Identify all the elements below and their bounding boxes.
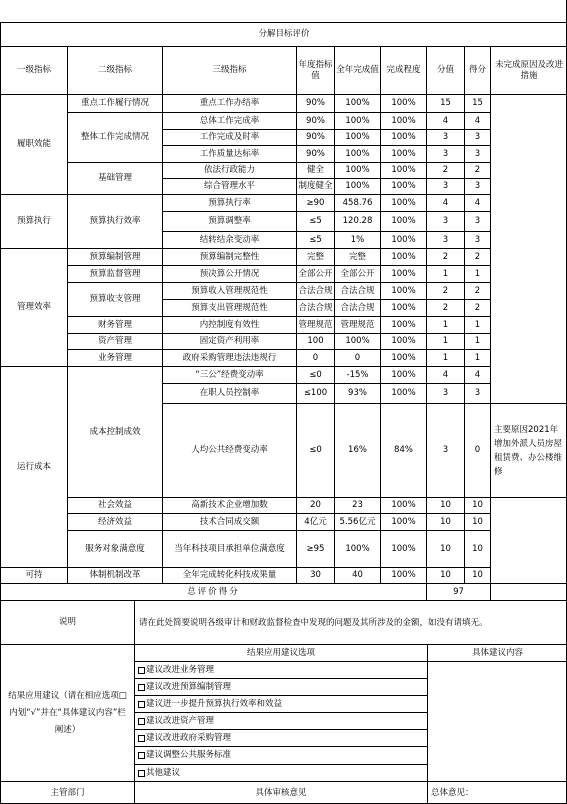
explain-label: 说明: [0, 600, 134, 644]
option-label: 其他建议: [146, 767, 181, 778]
got-value: 2: [464, 162, 490, 178]
score-value: 10: [426, 513, 464, 530]
level1-yusuan: 预算执行: [0, 194, 67, 248]
completion-rate: 100%: [380, 145, 426, 162]
score-value: 3: [426, 178, 464, 194]
indicator-name: 人均公共经费变动率: [162, 403, 296, 497]
completion-rate: 100%: [380, 178, 426, 194]
checkbox[interactable]: [138, 770, 145, 777]
score-value: 3: [426, 145, 464, 162]
indicator-name: 在职人员控制率: [162, 383, 296, 403]
target-value: 0: [296, 349, 334, 366]
completion-rate: 100%: [380, 567, 426, 583]
actual-value: -15%: [334, 366, 380, 383]
got-value: 2: [464, 282, 490, 299]
actual-value: 100%: [334, 530, 380, 567]
target-value: ≤5: [296, 211, 334, 231]
actual-value: 合法合规: [334, 299, 380, 316]
got-value: 3: [464, 211, 490, 231]
completion-rate: 100%: [380, 129, 426, 145]
got-value: 4: [464, 112, 490, 129]
header-level1: 一级指标: [0, 46, 67, 94]
score-value: 4: [426, 366, 464, 383]
target-value: 100: [296, 333, 334, 349]
level2-jichu: 基础管理: [67, 162, 162, 194]
completion-rate: 100%: [380, 94, 426, 112]
got-value: 0: [464, 403, 490, 497]
level2-zhongdian: 重点工作履行情况: [67, 94, 162, 112]
suggestion-option[interactable]: [134, 661, 427, 678]
level2-bianzhi: 预算编制管理: [67, 248, 162, 265]
completion-rate: 84%: [380, 403, 426, 497]
actual-value: 458.76: [334, 194, 380, 211]
score-value: 1: [426, 349, 464, 366]
suggestion-option[interactable]: [134, 678, 427, 695]
got-value: 1: [464, 316, 490, 333]
indicator-name: 预算收入管理规范性: [162, 282, 296, 299]
checkbox[interactable]: [138, 701, 145, 708]
score-value: 3: [426, 211, 464, 231]
completion-rate: 100%: [380, 112, 426, 129]
indicator-name: 预算支出管理规范性: [162, 299, 296, 316]
level1-guanli: 管理效率: [0, 248, 67, 366]
suggestion-option[interactable]: [134, 729, 427, 746]
indicator-name: 综合管理水平: [162, 178, 296, 194]
target-value: ≤0: [296, 366, 334, 383]
got-value: 15: [464, 94, 490, 112]
completion-rate: 100%: [380, 316, 426, 333]
checkbox[interactable]: [138, 718, 145, 725]
option-label: 建议改进政府采购管理: [146, 732, 232, 743]
detail-header: 具体建议内容: [427, 644, 567, 661]
options-header: 结果应用建议选项: [134, 644, 427, 661]
reason-blank-bottom: [490, 497, 567, 583]
got-value: 3: [464, 145, 490, 162]
total-blank: [490, 583, 567, 600]
completion-rate: 100%: [380, 383, 426, 403]
actual-value: 合法合规: [334, 282, 380, 299]
actual-value: 93%: [334, 383, 380, 403]
target-value: ≥95: [296, 530, 334, 567]
reason-blank-top: [490, 94, 567, 403]
suggestion-option[interactable]: [134, 712, 427, 729]
reason-note: 主要原因2021年增加外派人员房屋租赁费、办公楼维修: [490, 403, 567, 497]
level2-shouzhi: 预算收支管理: [67, 282, 162, 316]
target-value: ≤100: [296, 383, 334, 403]
header-level3: 三级指标: [162, 46, 296, 94]
completion-rate: 100%: [380, 366, 426, 383]
header-actual: 全年完成值: [334, 46, 380, 94]
checkbox[interactable]: [138, 684, 145, 691]
score-value: 1: [426, 333, 464, 349]
header-level2: 二级指标: [67, 46, 162, 94]
indicator-name: 高新技术企业增加数: [162, 497, 296, 513]
option-label: 建议改进预算编制管理: [146, 681, 232, 692]
got-value: 3: [464, 178, 490, 194]
target-value: 90%: [296, 145, 334, 162]
indicator-name: 重点工作办结率: [162, 94, 296, 112]
target-value: 完整: [296, 248, 334, 265]
detail-input[interactable]: [427, 661, 567, 781]
indicator-name: 预决算公开情况: [162, 265, 296, 282]
score-value: 2: [426, 248, 464, 265]
completion-rate: 100%: [380, 162, 426, 178]
actual-value: 100%: [334, 162, 380, 178]
score-value: 15: [426, 94, 464, 112]
level2-yewu: 业务管理: [67, 349, 162, 366]
indicator-name: 当年科技项目承担单位满意度: [162, 530, 296, 567]
indicator-name: 结转结余变动率: [162, 231, 296, 248]
score-value: 4: [426, 194, 464, 211]
score-value: 10: [426, 497, 464, 513]
header-got: 得分: [464, 46, 490, 94]
completion-rate: 100%: [380, 211, 426, 231]
level2-zichan: 资产管理: [67, 333, 162, 349]
indicator-name: 全年完成转化科技成果量: [162, 567, 296, 583]
level2-tizhi: 体制机制改革: [67, 567, 162, 583]
actual-value: 完整: [334, 248, 380, 265]
checkbox[interactable]: [138, 752, 145, 759]
indicator-name: 固定资产利用率: [162, 333, 296, 349]
indicator-name: 工作质量达标率: [162, 145, 296, 162]
header-reason: 未完成原因及改进措施: [490, 46, 567, 94]
header-score: 分值: [426, 46, 464, 94]
score-value: 3: [426, 403, 464, 497]
completion-rate: 100%: [380, 497, 426, 513]
checkbox[interactable]: [138, 667, 145, 674]
footer-review: 具体审核意见: [134, 781, 427, 804]
indicator-name: 工作完成及时率: [162, 129, 296, 145]
score-value: 10: [426, 530, 464, 567]
actual-value: 23: [334, 497, 380, 513]
checkbox[interactable]: [138, 735, 145, 742]
indicator-name: “三公”经费变动率: [162, 366, 296, 383]
target-value: 30: [296, 567, 334, 583]
indicator-name: 预算执行率: [162, 194, 296, 211]
completion-rate: 100%: [380, 530, 426, 567]
score-value: 2: [426, 282, 464, 299]
got-value: 3: [464, 383, 490, 403]
score-value: 1: [426, 265, 464, 282]
got-value: 2: [464, 299, 490, 316]
target-value: 合法合规: [296, 299, 334, 316]
actual-value: 100%: [334, 178, 380, 194]
got-value: 4: [464, 194, 490, 211]
got-value: 4: [464, 366, 490, 383]
header-rate: 完成程度: [380, 46, 426, 94]
completion-rate: 100%: [380, 299, 426, 316]
level2-fuwu: 服务对象满意度: [67, 530, 162, 567]
actual-value: 40: [334, 567, 380, 583]
got-value: 1: [464, 265, 490, 282]
target-value: 4亿元: [296, 513, 334, 530]
target-value: ≤5: [296, 231, 334, 248]
completion-rate: 100%: [380, 265, 426, 282]
target-value: ≤0: [296, 403, 334, 497]
got-value: 1: [464, 333, 490, 349]
score-value: 3: [426, 129, 464, 145]
indicator-name: 预算编制完整性: [162, 248, 296, 265]
score-value: 4: [426, 112, 464, 129]
got-value: 10: [464, 513, 490, 530]
header-target: 年度指标值: [296, 46, 334, 94]
indicator-name: 依法行政能力: [162, 162, 296, 178]
actual-value: 100%: [334, 333, 380, 349]
target-value: 全部公开: [296, 265, 334, 282]
footer-overall: 总体意见：: [427, 781, 567, 804]
actual-value: 100%: [334, 145, 380, 162]
level1-yunxing: 运行成本: [0, 366, 67, 567]
suggest-label: 结果应用建议（请在相应选项□内划“√”并在“具体建议内容”栏阐述）: [0, 644, 134, 781]
level2-jingji: 经济效益: [67, 513, 162, 530]
level2-shehui: 社会效益: [67, 497, 162, 513]
target-value: 90%: [296, 94, 334, 112]
indicator-name: 内控制度有效性: [162, 316, 296, 333]
score-value: 3: [426, 231, 464, 248]
option-label: 建议改进资产管理: [146, 715, 215, 726]
level2-caiwu: 财务管理: [67, 316, 162, 333]
got-value: 1: [464, 349, 490, 366]
completion-rate: 100%: [380, 333, 426, 349]
suggestion-option[interactable]: [134, 746, 427, 764]
actual-value: 全部公开: [334, 265, 380, 282]
indicator-name: 技术合同成交额: [162, 513, 296, 530]
suggestion-option[interactable]: [134, 695, 427, 712]
actual-value: 100%: [334, 112, 380, 129]
actual-value: 120.28: [334, 211, 380, 231]
table-title: 分解目标评价: [0, 22, 567, 46]
indicator-name: 预算调整率: [162, 211, 296, 231]
actual-value: 0: [334, 349, 380, 366]
actual-value: 管理规范: [334, 316, 380, 333]
level2-zhengti: 整体工作完成情况: [67, 112, 162, 162]
level2-chengben: 成本控制成效: [67, 366, 162, 497]
footer-dept: 主管部门: [0, 781, 134, 804]
got-value: 3: [464, 129, 490, 145]
completion-rate: 100%: [380, 231, 426, 248]
target-value: 90%: [296, 112, 334, 129]
target-value: ≥90: [296, 194, 334, 211]
got-value: 2: [464, 248, 490, 265]
got-value: 3: [464, 231, 490, 248]
option-label: 建议改进业务管理: [146, 664, 215, 675]
completion-rate: 100%: [380, 248, 426, 265]
option-label: 建议调整公共服务标准: [146, 750, 232, 760]
actual-value: 1%: [334, 231, 380, 248]
actual-value: 100%: [334, 94, 380, 112]
got-value: 10: [464, 567, 490, 583]
score-value: 10: [426, 567, 464, 583]
target-value: 合法合规: [296, 282, 334, 299]
level2-jiandu: 预算监督管理: [67, 265, 162, 282]
target-value: 90%: [296, 129, 334, 145]
score-value: 2: [426, 299, 464, 316]
level1-lvzhi: 履职效能: [0, 94, 67, 194]
level1-kechixu: 可持: [0, 567, 67, 583]
option-label: 建议进一步提升预算执行效率和效益: [146, 698, 283, 709]
got-value: 10: [464, 530, 490, 567]
score-value: 3: [426, 383, 464, 403]
completion-rate: 100%: [380, 513, 426, 530]
suggestion-option[interactable]: [134, 764, 427, 781]
indicator-name: 总体工作完成率: [162, 112, 296, 129]
target-value: 20: [296, 497, 334, 513]
score-value: 2: [426, 162, 464, 178]
completion-rate: 100%: [380, 349, 426, 366]
explain-text: 请在此处简要说明各级审计和财政监督检查中发现的问题及其所涉及的金额，如没有请填无。: [134, 600, 567, 644]
actual-value: 100%: [334, 129, 380, 145]
target-value: 健全: [296, 162, 334, 178]
target-value: 制度健全: [296, 178, 334, 194]
actual-value: 5.56亿元: [334, 513, 380, 530]
target-value: 管理规范: [296, 316, 334, 333]
total-label: 总评价得分: [0, 583, 426, 600]
completion-rate: 100%: [380, 282, 426, 299]
indicator-name: 政府采购管理违法违规行: [162, 349, 296, 366]
got-value: 10: [464, 497, 490, 513]
completion-rate: 100%: [380, 194, 426, 211]
actual-value: 16%: [334, 403, 380, 497]
total-value: 97: [426, 583, 490, 600]
score-value: 1: [426, 316, 464, 333]
level2-yusuanzhixing: 预算执行效率: [67, 194, 162, 248]
